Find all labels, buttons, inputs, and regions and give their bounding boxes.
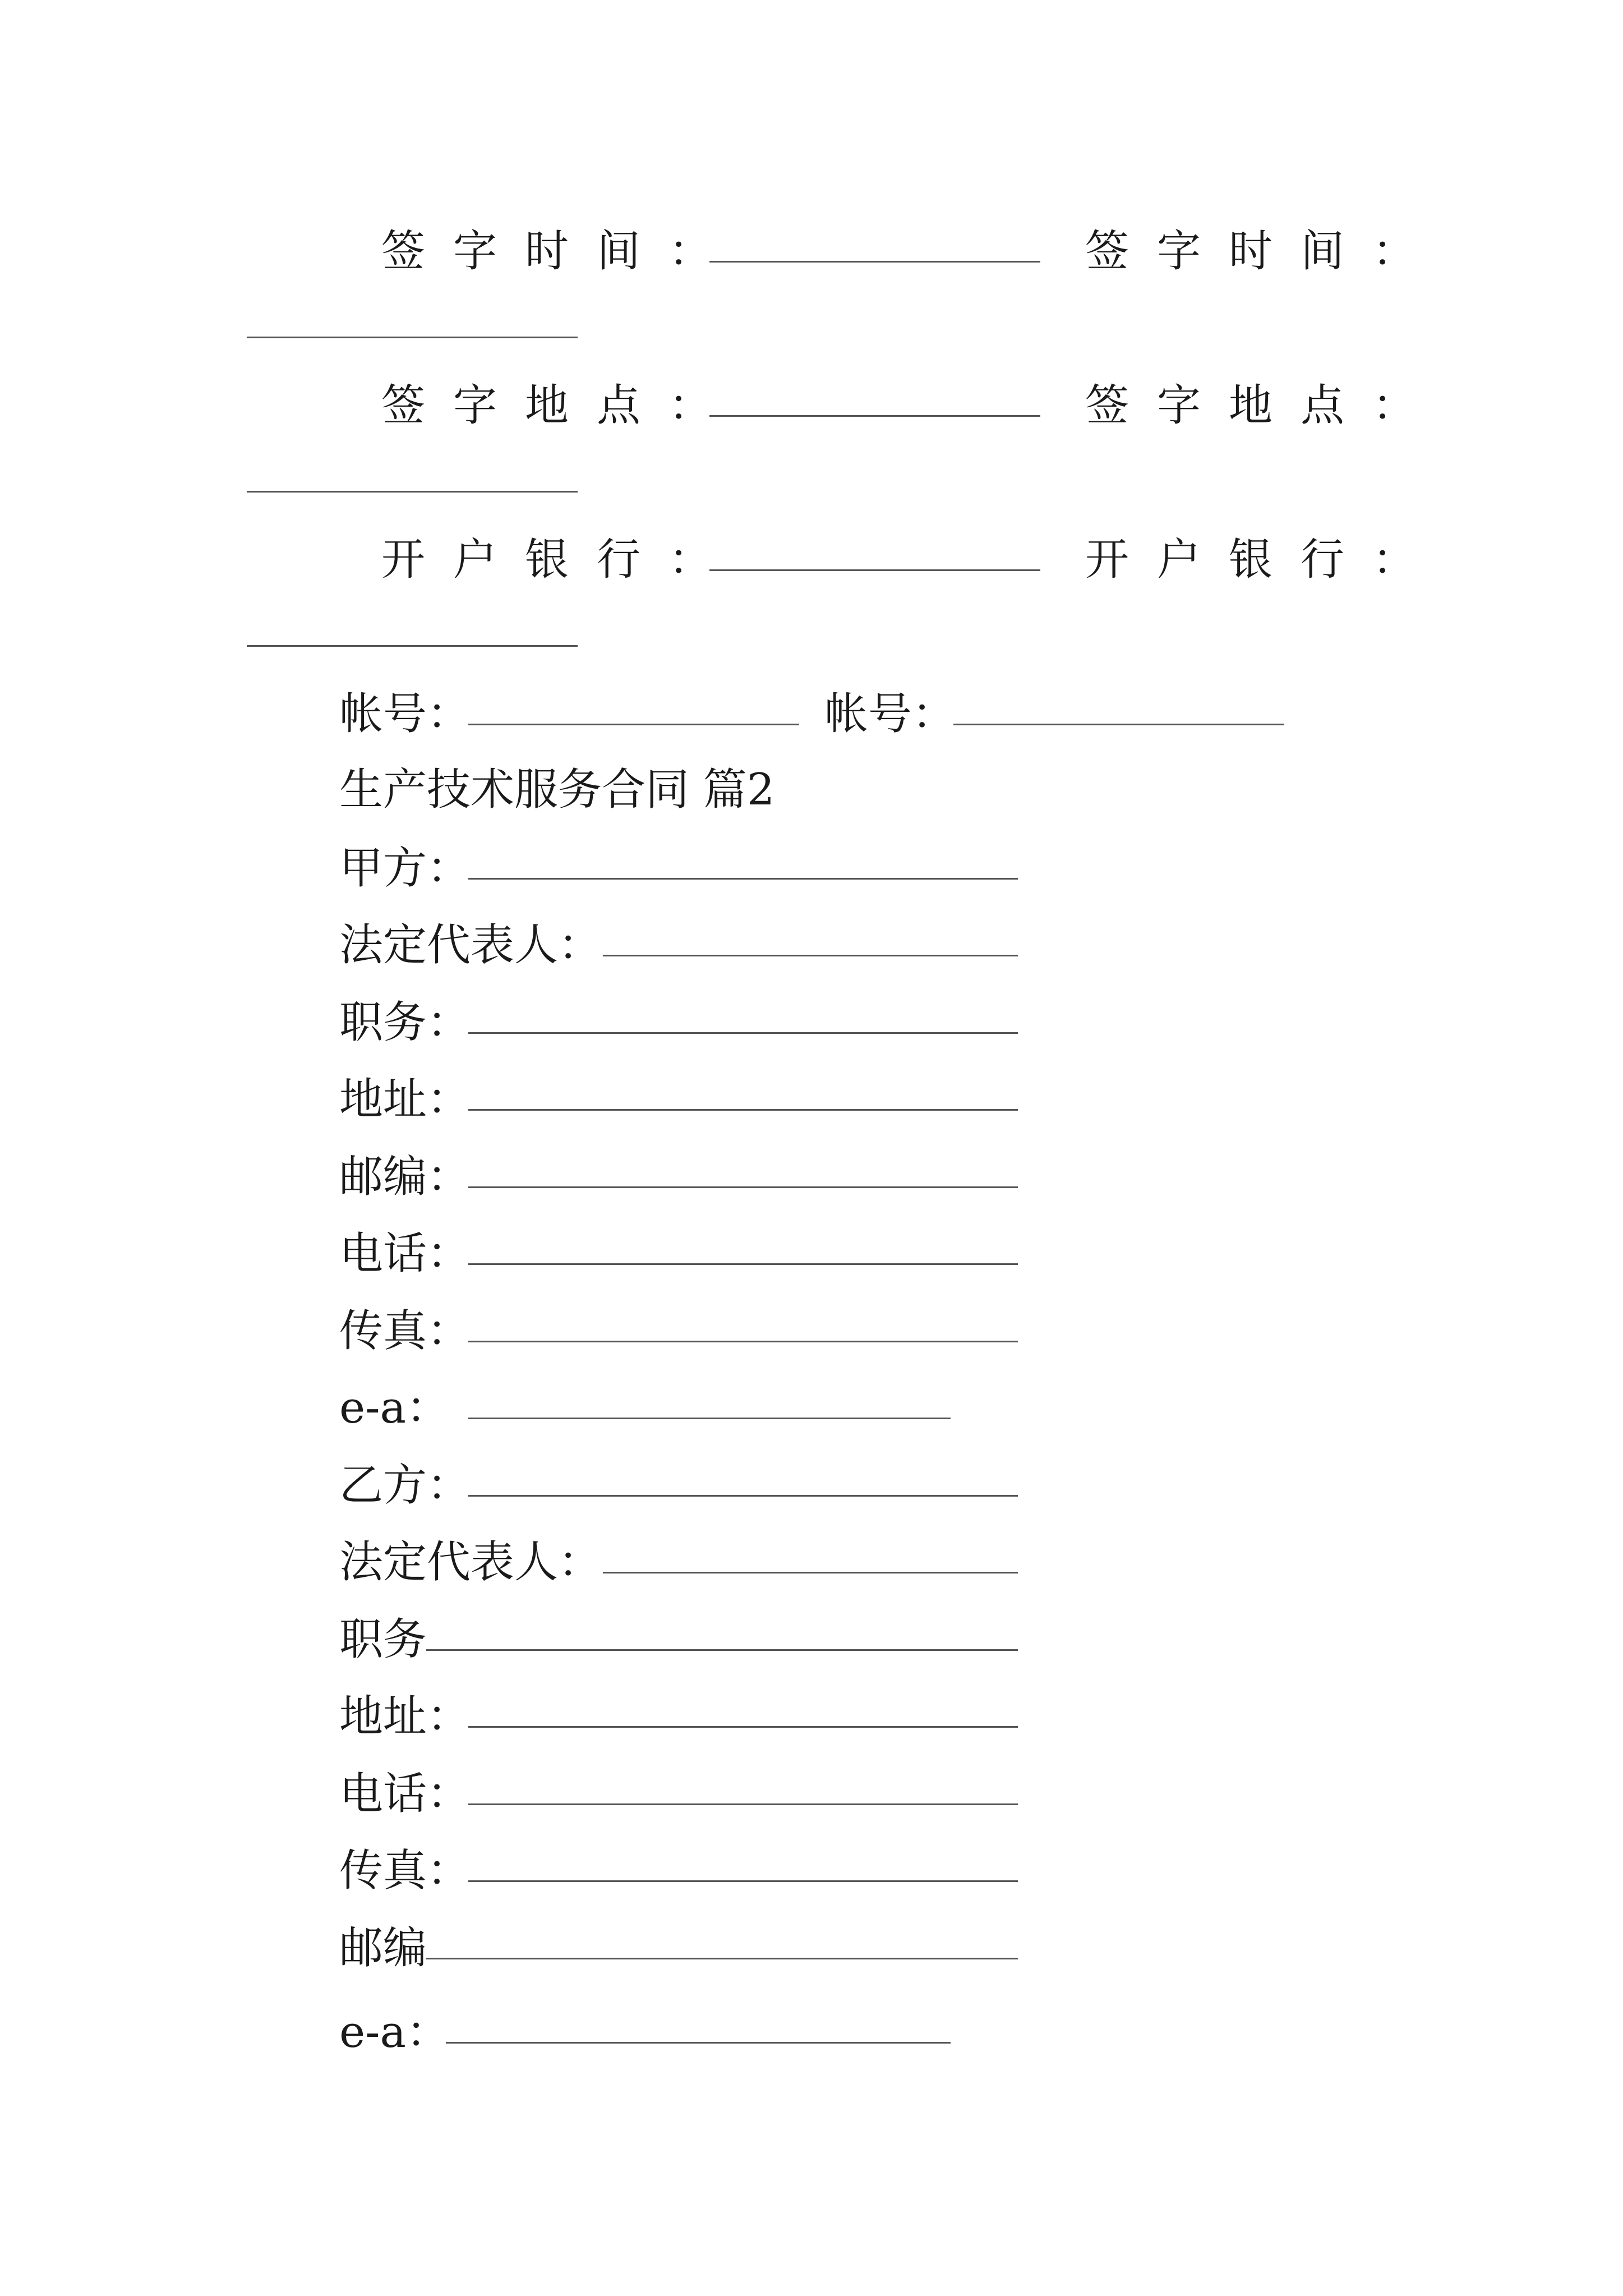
party-a-name-field[interactable] — [468, 878, 1018, 880]
contract-heading: 生产技术服务合同 篇2 — [339, 765, 775, 815]
party-b-name-label: 乙方： — [339, 1460, 471, 1511]
party-b-name-field[interactable] — [468, 1495, 1018, 1497]
party-a-name-label: 甲方： — [339, 843, 471, 894]
sign-time-label-a: 签字时间： — [381, 226, 741, 277]
account-label-b: 帐号： — [824, 689, 956, 739]
sign-place-field-b[interactable] — [247, 491, 578, 493]
party-b-position-label: 职务 — [339, 1614, 427, 1665]
party-a-phone-label: 电话： — [339, 1228, 471, 1279]
party-b-fax-label: 传真： — [339, 1846, 471, 1896]
party-a-address-field[interactable] — [468, 1109, 1018, 1111]
account-label-a: 帐号： — [339, 689, 471, 739]
sign-time-label-b: 签字时间： — [1085, 226, 1445, 277]
party-b-email-field[interactable] — [446, 2042, 951, 2044]
party-b-phone-field[interactable] — [468, 1803, 1018, 1805]
party-b-position-field[interactable] — [426, 1649, 1018, 1651]
account-field-b[interactable] — [953, 724, 1284, 725]
party-b-legal-rep-label: 法定代表人： — [339, 1537, 602, 1588]
sign-place-field-a[interactable] — [709, 415, 1040, 417]
party-b-fax-field[interactable] — [468, 1880, 1018, 1882]
party-a-postcode-field[interactable] — [468, 1186, 1018, 1188]
party-a-email-field[interactable] — [468, 1418, 951, 1419]
party-a-legal-rep-label: 法定代表人： — [339, 920, 602, 970]
bank-field-a[interactable] — [709, 569, 1040, 571]
party-b-address-field[interactable] — [468, 1726, 1018, 1728]
party-b-address-label: 地址： — [339, 1691, 471, 1742]
party-b-email-label: e-a： — [339, 2007, 450, 2058]
party-b-legal-rep-field[interactable] — [603, 1572, 1018, 1573]
party-a-phone-field[interactable] — [468, 1263, 1018, 1265]
party-a-fax-label: 传真： — [339, 1306, 471, 1356]
sign-place-label-b: 签字地点： — [1085, 380, 1445, 431]
party-b-postcode-label: 邮编 — [339, 1923, 427, 1973]
party-a-position-label: 职务： — [339, 997, 471, 1048]
party-a-email-label: e-a： — [339, 1383, 450, 1433]
bank-label-b: 开户银行： — [1085, 535, 1445, 585]
party-a-address-label: 地址： — [339, 1074, 471, 1125]
account-field-a[interactable] — [468, 724, 799, 725]
sign-place-label-a: 签字地点： — [381, 380, 741, 431]
bank-field-b[interactable] — [247, 645, 578, 647]
party-b-phone-label: 电话： — [339, 1769, 471, 1819]
sign-time-field-b[interactable] — [247, 337, 578, 338]
bank-label-a: 开户银行： — [381, 535, 741, 585]
party-b-postcode-field[interactable] — [426, 1958, 1018, 1959]
party-a-legal-rep-field[interactable] — [603, 955, 1018, 956]
party-a-position-field[interactable] — [468, 1032, 1018, 1034]
sign-time-field-a[interactable] — [709, 261, 1040, 263]
party-a-postcode-label: 邮编： — [339, 1152, 471, 1202]
party-a-fax-field[interactable] — [468, 1341, 1018, 1342]
